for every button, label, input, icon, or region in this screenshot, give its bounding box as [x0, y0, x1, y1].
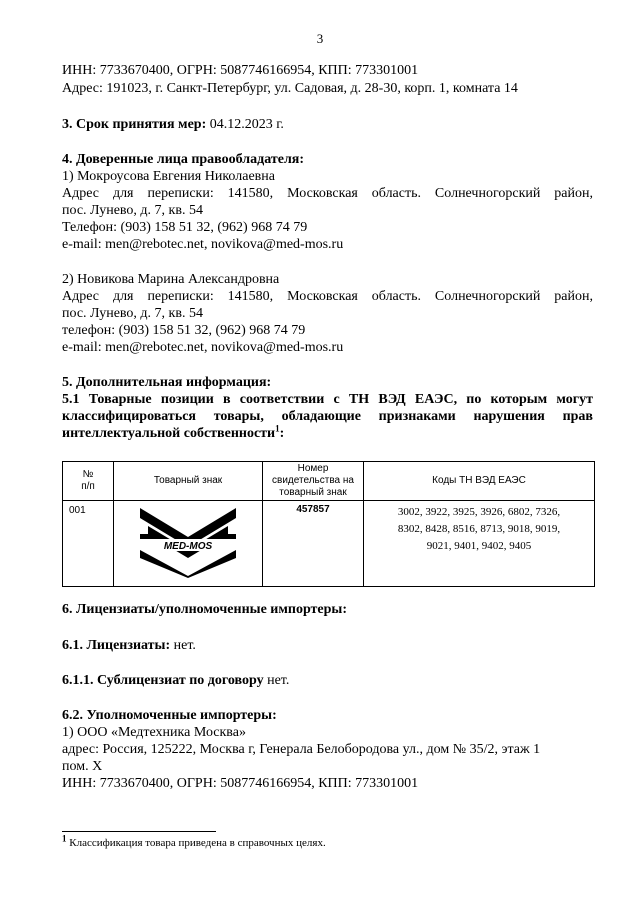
section-6-title: 6. Лицензиаты/уполномоченные импортеры: [62, 602, 348, 617]
codes-line3: 9021, 9401, 9402, 9405 [426, 540, 532, 552]
section-5-1-line1: 5.1 Товарные позиции в соответствии с ТН ВЭД ЕАЭС, по которым могут [62, 392, 593, 407]
person1-phone: Телефон: (903) 158 51 32, (962) 968 74 79 [62, 220, 308, 235]
importer-address-line2: пом. X [62, 759, 103, 774]
person2-phone: телефон: (903) 158 51 32, (962) 968 74 79 [62, 323, 306, 338]
person2-name: 2) Новикова Марина Александровна [62, 272, 280, 287]
section-4-title: 4. Доверенные лица правообладателя: [62, 152, 305, 167]
section-5-1-colon: : [279, 426, 285, 441]
header-num-symbol: № [82, 469, 94, 480]
person1-name: 1) Мокроусова Евгения Николаевна [62, 169, 275, 184]
trademark-cell [114, 501, 263, 587]
section-6-1-1-label: 6.1.1. Сублицензиат по договору [62, 673, 264, 688]
table-header-row [63, 462, 595, 501]
person1-address-line2: пос. Лунево, д. 7, кв. 54 [62, 203, 203, 218]
footnote-mark: 1 [62, 833, 67, 844]
header-registration [263, 462, 364, 501]
section-6-1-value: нет. [170, 638, 196, 653]
header-reg-line1: Номер [297, 463, 329, 474]
codes-line2: 8302, 8428, 8516, 8713, 9018, 9019, [397, 523, 561, 535]
importer-ids: ИНН: 7733670400, ОГРН: 5087746166954, КПП: 773301001 [62, 776, 419, 791]
page-number: 3 [316, 31, 324, 46]
section-3 [62, 116, 284, 133]
importer-address-line1: адрес: Россия, 125222, Москва г, Генерала Белобородова ул., дом № 35/2, этаж 1 [62, 742, 541, 757]
tnved-codes [364, 501, 595, 587]
person1-email: e-mail: men@rebotec.net, novikova@med-mos.ru [62, 237, 344, 252]
section-6-1-1 [62, 672, 289, 689]
section-6-1-label: 6.1. Лицензиаты: [62, 638, 171, 653]
section-6-1 [62, 637, 196, 654]
header-ids: ИНН: 7733670400, ОГРН: 5087746166954, КПП: 773301001 [62, 63, 419, 78]
header-reg-line2: свидетельства на [272, 475, 354, 486]
section-6-2-title: 6.2. Уполномоченные импортеры: [62, 708, 277, 723]
row-number: 001 [63, 501, 114, 587]
header-num [63, 462, 114, 501]
section-6-1-1-value: нет. [263, 673, 290, 688]
person1-address-line1: Адрес для переписки: 141580, Московская область. Солнечногорский район, [62, 186, 593, 201]
section-5-1-line3-text: интеллектуальной собственности [62, 426, 276, 441]
footnote-ref[interactable]: 1 [275, 423, 280, 434]
section-5-1-line3 [62, 425, 284, 442]
footnote-text: Классификация товара приведена в справочных целях. [66, 837, 326, 849]
section-5-title: 5. Дополнительная информация: [62, 375, 272, 390]
header-address: Адрес: 191023, г. Санкт-Петербург, ул. Садовая, д. 28-30, корп. 1, комната 14 [62, 81, 518, 96]
trademark-table [62, 461, 595, 587]
table-row [63, 501, 595, 587]
logo-text: MED-MOS [163, 541, 213, 552]
importer-name: 1) ООО «Медтехника Москва» [62, 725, 246, 740]
footnote-divider [62, 831, 216, 832]
header-reg-line3: товарный знак [279, 487, 347, 498]
section-5-1-line2: классифицироваться товары, обладающие признаками нарушения прав [62, 409, 593, 424]
codes-line1: 3002, 3922, 3925, 3926, 6802, 7326, [397, 506, 561, 518]
med-mos-logo-icon [138, 506, 238, 578]
section-3-label: 3. Срок принятия мер: [62, 117, 207, 132]
footnote [62, 833, 326, 850]
section-3-value: 04.12.2023 г. [206, 117, 284, 132]
registration-number: 457857 [263, 501, 364, 587]
header-codes: Коды ТН ВЭД ЕАЭС [364, 462, 595, 501]
header-trademark: Товарный знак [114, 462, 263, 501]
person2-email: e-mail: men@rebotec.net, novikova@med-mos.ru [62, 340, 344, 355]
person2-address-line1: Адрес для переписки: 141580, Московская область. Солнечногорский район, [62, 289, 593, 304]
person2-address-line2: пос. Лунево, д. 7, кв. 54 [62, 306, 203, 321]
header-num-label: п/п [81, 481, 95, 492]
